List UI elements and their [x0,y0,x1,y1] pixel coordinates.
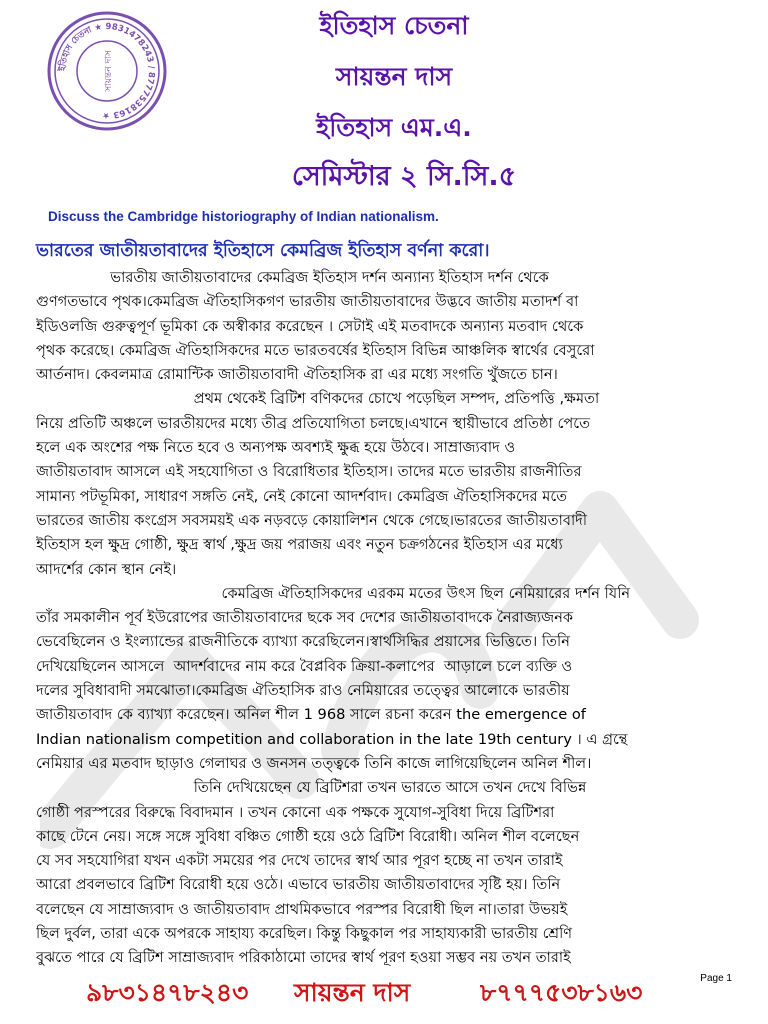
body-line: হলে এক অংশের পক্ষ নিতে হবে ও অন্যপক্ষ অবশ্যই ক্ষুব্ধ হয়ে উঠবে। সাম্রাজ্যবাদ ও [36,439,516,457]
body-line: ইডিওলজি গুরুত্বপূর্ণ ভূমিকা কে অস্বীকার করেছেন । সেটাই এই মতবাদকে অন্যান্য মতবাদ থেকে [36,317,584,335]
answer-body [36,266,712,971]
body-line: Indian nationalism competition and collaboration in the late 19th century । এ গ্রন্থে [36,730,628,748]
body-line: আরো প্রবলভাবে ব্রিটিশ বিরোধী হয়ে ওঠে। এভাবে ভারতীয় জাতীয়তাবাদের সৃষ্টি হয়। তিনি [36,876,561,894]
body-line: নেমিয়ার এর মতবাদ ছাড়াও গেলাঘর ও জনসন তত্ত্বকে তিনি কাজে লাগিয়েছিলেন অনিল শীল। [36,754,592,772]
body-line: ছিল দুর্বল, তারা একে অপরকে সাহায্য করেছিল। কিন্তু কিছুকাল পর সাহায্যকারী ভারতীয় শ্রেণি [36,925,573,943]
body-line: দেখিয়েছিলেন আসলে আদর্শবাদের নাম করে বৈপ্লবিক ক্রিয়া-কলাপের আড়ালে চলে ব্যক্তি ও [36,657,573,675]
body-line: কেমব্রিজ ঐতিহাসিকদের এরকম মতের উৎস ছিল নেমিয়ারের দর্শন যিনি [36,584,631,602]
body-line: বুঝতে পারে যে ব্রিটিশ সাম্রাজ্যবাদ পরিকাঠামো তাদের স্বার্থ পূরণ হওয়া সম্ভব নয় তখন তারাই [36,949,571,967]
body-line: কাছে টেনে নেয়। সঙ্গে সঙ্গে সুবিধা বঞ্চিত গোষ্ঠী হয়ে ওঠে ব্রিটিশ বিরোধী। অনিল শীল বলেছেন [36,827,580,845]
body-line: প্রথম থেকেই ব্রিটিশ বণিকদের চোখে পড়েছিল সম্পদ, প্রতিপত্তি ,ক্ষমতা [36,390,600,408]
body-line: ভেবেছিলেন ও ইংল্যান্ডের রাজনীতিকে ব্যাখ্যা করেছিলেন।স্বার্থসিদ্ধির প্রয়াসের ভিত্তিতে। তিনি [36,633,570,651]
body-line: সামান্য পটভূমিকা, সাধারণ সঙ্গতি নেই, নেই কোনো আদর্শবাদ। কেমব্রিজ ঐতিহাসিকদের মতে [36,487,568,505]
body-line: তিনি দেখিয়েছেন যে ব্রিটিশরা তখন ভারতে আসে তখন দেখে বিভিন্ন [36,779,587,797]
page-number: Page 1 [700,973,732,984]
body-line: নিয়ে প্রতিটি অঞ্চলে ভারতীয়দের মধ্যে তীব্র প্রতিযোগিতা চলছে।এখানে স্থায়ীভাবে প্রতিষ্ঠা পেতে [36,414,591,432]
body-line: যে সব সহযোগিরা যখন একটা সময়ের পর দেখে তাদের স্বার্থ আর পূরণ হচ্ছে না তখন তারাই [36,852,563,870]
body-line: ভারতের জাতীয় কংগ্রেস সবসময়ই এক নড়বড়ে কোয়ালিশন থেকে গেছে।ভারতের জাতীয়তাবাদী [36,511,588,529]
body-line: আর্তনাদ। কেবলমাত্র রোমান্টিক জাতীয়তাবাদী ঐতিহাসিক রা এর মধ্যে সংগতি খুঁজতে চান। [36,366,558,384]
body-line: জাতীয়তাবাদ কে ব্যাখ্যা করেছেন। অনিল শীল 1 968 সালে রচনা করেন the emergence of [36,706,586,724]
body-line: তাঁর সমকালীন পূর্ব ইউরোপের জাতীয়তাবাদের ছকে সব দেশের জাতীয়তাবাদকে নৈরাজ্যজনক [36,609,574,627]
body-line: গুণগতভাবে পৃথক।কেমব্রিজ ঐতিহাসিকগণ ভারতীয় জাতীয়তাবাদের উদ্ভবে জাতীয় মতাদর্শ বা [36,293,579,311]
body-line: আদর্শের কোন স্থান নেই। [36,560,177,578]
body-line: গোষ্ঠী পরস্পরের বিরুদ্ধে বিবাদমান । তখন কোনো এক পক্ষকে সুযোগ-সুবিধা দিয়ে ব্রিটিশরা [36,803,555,821]
body-line: জাতীয়তাবাদ আসলে এই সহযোগিতা ও বিরোধিতার ইতিহাস। তাদের মতে ভারতীয় রাজনীতির [36,463,582,481]
header-title: ইতিহাস চেতনা [319,11,469,40]
body-line: ইতিহাস হল ক্ষুদ্র গোষ্ঠী, ক্ষুদ্র স্বার্থ ,ক্ষুদ্র জয় পরাজয় এবং নতুন চক্রগঠনের ইতিহাস এর মধ্যে [36,536,563,554]
body-line: পৃথক করেছে। কেমব্রিজ ঐতিহাসিকদের মতে ভারতবর্ষের ইতিহাস বিভিন্ন আঞ্চলিক স্বার্থের বেসুরো [36,341,595,359]
body-line: দলের সুবিধাবাদী সমঝোতা।কেমব্রিজ ঐতিহাসিক রাও নেমিয়ারের তত্ত্বের আলোকে ভারতীয় [36,682,570,700]
footer [0,973,768,1013]
footer-author-name: সায়ন্তন দাস [294,978,411,1007]
svg-text:ইতিহাস চেতনা ★ 9831478243 / 87: ইতিহাস চেতনা ★ 9831478243 / 8777538163 ★ [57,21,157,121]
svg-text:সায়ন্তন দাস: সায়ন্তন দাস [104,50,114,92]
header-course: ইতিহাস এম.এ. [316,113,472,142]
header-author: সায়ন্তন দাস [335,62,453,91]
question-english: Discuss the Cambridge historiography of Indian nationalism. [48,209,439,224]
body-line: বলেছেন যে সাম্রাজ্যবাদ ও জাতীয়তাবাদ প্রাথমিকভাবে পরস্পর বিরোধী ছিল না।তারা উভয়ই [36,900,568,918]
question-bengali: ভারতের জাতীয়তাবাদের ইতিহাসে কেমব্রিজ ইতিহাস বর্ণনা করো। [36,241,490,261]
body-line: ভারতীয় জাতীয়তাবাদের কেমব্রিজ ইতিহাস দর্শন অন্যান্য ইতিহাস দর্শন থেকে [36,269,549,286]
header-semester: সেমিস্টার ২ সি.সি.৫ [291,161,517,192]
footer-phone-1: ৯৮৩১৪৭৮২৪৩ [86,978,249,1007]
footer-phone-2: ৮৭৭৭৫৩৮১৬৩ [480,978,643,1007]
